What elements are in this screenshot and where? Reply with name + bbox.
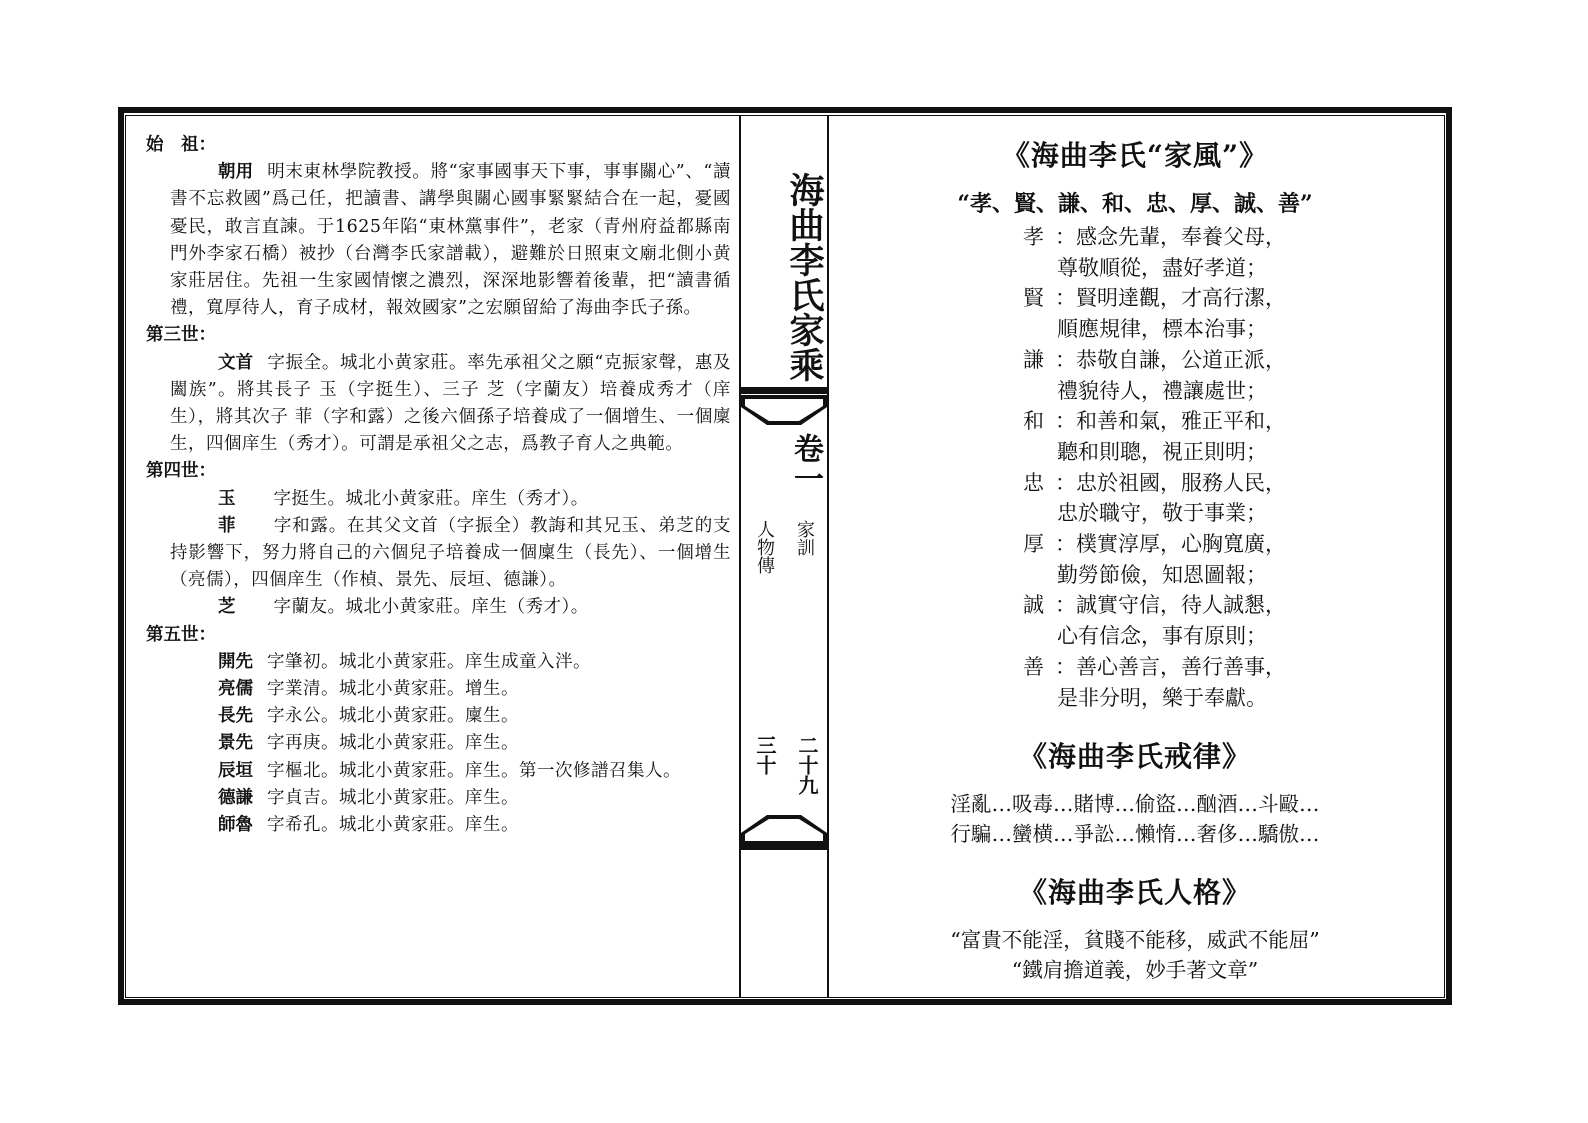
- fishtail-top-icon: [741, 395, 827, 425]
- generation-label: 第五世：: [146, 624, 216, 645]
- virtue-key: 善: [1023, 654, 1044, 679]
- family-style-motto: “孝、賢、謙、和、忠、厚、誠、善”: [957, 191, 1313, 217]
- person-text: 字肇初。城北小黄家莊。庠生成童入泮。: [267, 651, 591, 672]
- generation-label: 始 祖：: [146, 135, 216, 155]
- person-text: 字樞北。城北小黄家莊。庠生。第一次修譜召集人。: [267, 760, 681, 781]
- virtue-line: 善心善言，善行善事，: [1076, 654, 1286, 679]
- person-name: 辰垣: [218, 760, 253, 781]
- virtue-line: 和善和氣，雅正平和，: [1076, 409, 1286, 434]
- virtue-key: 厚: [1023, 532, 1044, 557]
- virtue-key: 孝: [1023, 225, 1044, 249]
- person-name: 文首: [218, 352, 254, 373]
- virtue-item: 孝 ：感念先輩，奉養父母，: [1023, 222, 1440, 253]
- virtue-line-cont: 勤勞節儉，知恩圖報；: [1057, 562, 1267, 587]
- virtue-line-cont: 順應規律，標本治事；: [1057, 317, 1267, 342]
- book-title: 海曲李氏家乘: [784, 172, 825, 382]
- virtue-line-cont: 心有信念，事有原則；: [1057, 624, 1267, 649]
- biography-entry: [146, 785, 731, 812]
- page-number-left: 三十: [753, 735, 777, 775]
- virtue-line: 感念先輩，奉養父母，: [1076, 225, 1286, 249]
- virtue-item: 厚 ：樸實淳厚，心胸寬廣，: [1023, 529, 1440, 560]
- person-name: 芝: [218, 597, 236, 618]
- biography-entry: [146, 159, 731, 322]
- virtue-line: 賢明達觀，才高行潔，: [1076, 286, 1286, 311]
- person-text: 字業清。城北小黄家莊。增生。: [267, 679, 519, 700]
- virtue-key: 誠: [1023, 593, 1044, 618]
- virtue-line-cont: 尊敬順從，盡好孝道；: [1057, 255, 1267, 280]
- biography-entry: [146, 513, 731, 595]
- person-text: 字挺生。城北小黄家莊。庠生（秀才）。: [273, 488, 589, 509]
- precepts-title: 《海曲李氏戒律》: [1018, 740, 1251, 774]
- volume-label: 卷一: [788, 433, 823, 493]
- character-title: 《海曲李氏人格》: [1018, 876, 1251, 910]
- biography-entry: [146, 350, 731, 459]
- person-text: 字和露。在其父文首（字振全）教誨和其兄玉、弟芝的支持影響下，努力將自己的六個兒子培養成一個廩生（長先）、一個增生（亮儒），四個庠生（作楨、景先、辰垣、德謙）。: [170, 515, 732, 591]
- virtue-line-cont: 忠於職守，敬于事業；: [1057, 501, 1267, 526]
- virtue-item: 謙 ：恭敬自謙，公道正派，: [1023, 345, 1440, 376]
- person-text: 字永公。城北小黄家莊。廩生。: [267, 706, 519, 727]
- virtue-line-cont: 是非分明，樂于奉獻。: [1057, 685, 1267, 710]
- virtue-line: 恭敬自謙，公道正派，: [1076, 347, 1286, 372]
- virtue-item: 和 ：和善和氣，雅正平和，: [1023, 406, 1440, 437]
- book-spine: [739, 115, 829, 998]
- precepts-line: 淫亂…吸毒…賭博…偷盜…酗酒…斗毆…: [950, 792, 1320, 817]
- person-name: 德謙: [218, 787, 253, 808]
- person-text: 字貞吉。城北小黄家莊。庠生。: [267, 787, 519, 808]
- biography-entry: [146, 486, 731, 513]
- person-text: 字再庚。城北小黄家莊。庠生。: [267, 733, 519, 754]
- biography-entry: [146, 676, 731, 703]
- page-number-right: 二十九: [795, 735, 819, 795]
- person-name: 開先: [218, 651, 253, 672]
- virtue-line: 忠於祖國，服務人民，: [1076, 470, 1286, 495]
- virtue-key: 忠: [1023, 470, 1044, 495]
- fishtail-bottom-icon: [741, 815, 827, 845]
- section-biographies: 人物傳: [754, 520, 775, 574]
- virtue-line: 樸實淳厚，心胸寬廣，: [1076, 532, 1286, 557]
- virtue-key: 賢: [1023, 286, 1044, 311]
- character-quote: “鐵肩擔道義，妙手著文章”: [1011, 958, 1259, 983]
- virtue-key: 和: [1023, 409, 1044, 434]
- virtue-line-cont: 聽和則聰，視正則明；: [1057, 439, 1267, 464]
- person-name: 亮儒: [218, 679, 253, 700]
- section-family-precepts: 家訓: [794, 520, 815, 556]
- left-page-biographies: [146, 132, 731, 839]
- person-text: 明末東林學院教授。將“家事國事天下事，事事關心”、“讀書不忘救國”爲己任，把讀書、講學與關心國事緊緊結合在一起，憂國憂民，敢言直諫。于1625年陷“東林黨事件”，老家（青州府益都縣南門外李家石橋）被抄（台灣李氏家譜載），避難於日照東文廟北側小黄家莊居住。先祖一生家國情懷之濃烈，深深地影響着後輩，把“讀書循禮，寬厚待人，育子成材，報效國家”之宏願留給了海曲李氏子孫。: [170, 162, 731, 319]
- person-name: 景先: [218, 733, 253, 754]
- generation-label: 第四世：: [146, 461, 216, 482]
- person-name: 玉: [218, 488, 236, 509]
- biography-entry: [146, 703, 731, 730]
- virtue-item: 忠 ：忠於祖國，服務人民，: [1023, 468, 1440, 499]
- person-name: 菲: [218, 515, 236, 536]
- generation-label: 第三世：: [146, 325, 216, 346]
- virtue-item: 誠 ：誠實守信，待人誠懇，: [1023, 590, 1440, 621]
- biography-entry: [146, 594, 731, 621]
- virtue-item: 善 ：善心善言，善行善事，: [1023, 652, 1440, 683]
- family-style-title: 《海曲李氏“家風”》: [1001, 139, 1269, 172]
- virtue-line: 誠實守信，待人誠懇，: [1076, 593, 1286, 618]
- person-name: 師魯: [218, 815, 253, 836]
- person-text: 字希孔。城北小黄家莊。庠生。: [267, 815, 519, 836]
- virtue-key: 謙: [1023, 347, 1044, 372]
- character-quote: “富貴不能淫，貧賤不能移，威武不能屈”: [950, 928, 1320, 953]
- spine-band-bottom: [741, 843, 827, 850]
- person-name: 長先: [218, 706, 253, 727]
- person-text: 字振全。城北小黄家莊。率先承祖父之願“克振家聲，惠及闔族”。將其長子 玉（字挺生）、三子 芝（字蘭友）培養成秀才（庠生），將其次子 菲（字和露）之後六個孫子培養成了一個增生、一個廩生，四個庠生（秀才）。可謂是承祖父之志，爲教子育人之典範。: [170, 352, 731, 455]
- spine-band-top: [741, 387, 827, 394]
- biography-entry: [146, 812, 731, 839]
- biography-entry: [146, 649, 731, 676]
- virtue-item: 賢 ：賢明達觀，才高行潔，: [1023, 283, 1440, 314]
- right-page-family-code: [830, 132, 1440, 985]
- precepts-line: 行騙…蠻横…爭訟…懶惰…奢侈…驕傲…: [950, 822, 1320, 847]
- biography-entry: [146, 730, 731, 757]
- biography-entry: [146, 758, 731, 785]
- person-text: 字蘭友。城北小黄家莊。庠生（秀才）。: [273, 597, 589, 618]
- virtue-line-cont: 禮貌待人，禮讓處世；: [1057, 378, 1267, 403]
- person-name: 朝用: [218, 162, 254, 183]
- virtue-list: [1023, 222, 1440, 713]
